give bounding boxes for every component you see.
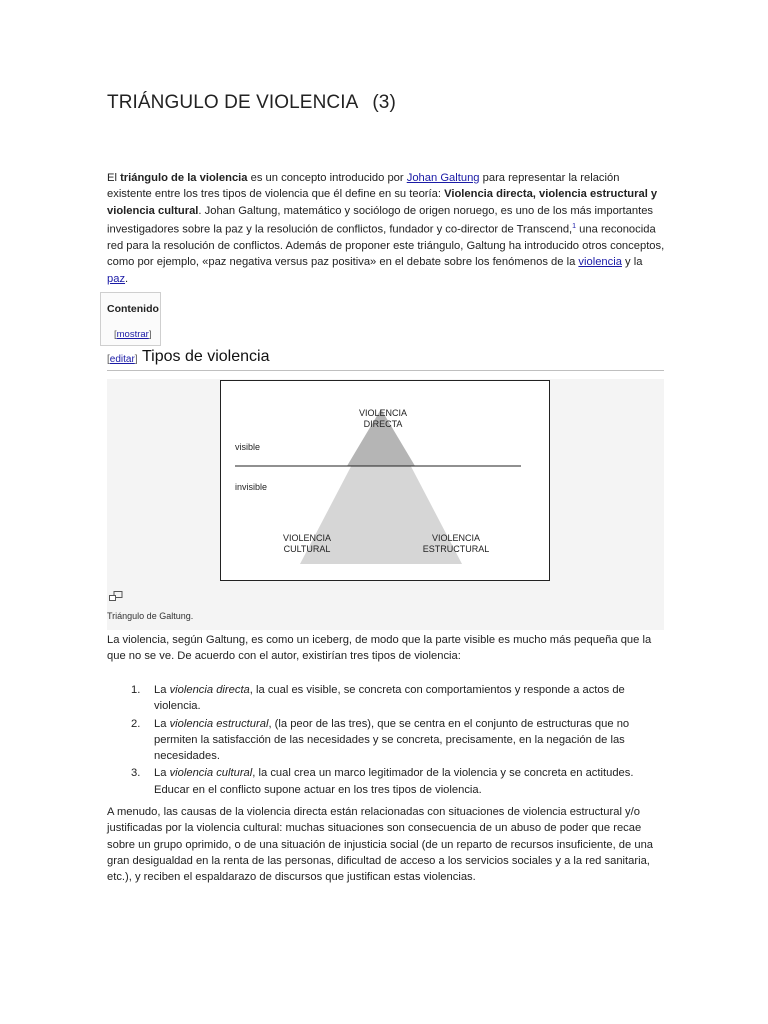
label-violencia-directa xyxy=(345,408,421,430)
list-text: La xyxy=(154,684,170,696)
intro-text: es un concepto introducido por xyxy=(247,172,407,184)
label-violencia-estructural xyxy=(416,533,496,555)
toc-toggle xyxy=(114,329,151,340)
list-item xyxy=(127,682,667,715)
label-violencia-cultural xyxy=(269,533,345,555)
intro-paragraph xyxy=(107,170,665,287)
label-line: DIRECTA xyxy=(363,419,403,429)
intro-text: una reconocida red para la resolución de conflictos. Además de proponer este triángulo, Galtung ha introducido otros conceptos, como por ejemplo, «paz negativa versus paz positiva» en el debate sobre los fenómenos de la xyxy=(107,223,665,269)
intro-bold-types: Violencia directa, violencia estructural y violencia cultural xyxy=(107,188,658,217)
list-term: violencia estructural xyxy=(169,717,269,730)
magnify-clip-icon[interactable] xyxy=(109,591,123,601)
toc-bracket: ] xyxy=(148,329,152,340)
figure-caption: Triángulo de Galtung. xyxy=(107,611,194,621)
list-text: , la cual es visible, se concreta con comportamientos y responde a actos de violencia. xyxy=(154,684,625,713)
list-number: 3. xyxy=(131,767,141,780)
list-text: La xyxy=(154,767,170,780)
label-line: CULTURAL xyxy=(283,544,331,554)
toc-bracket: [ xyxy=(114,329,117,340)
label-visible: visible xyxy=(235,442,261,452)
section-title: Tipos de violencia xyxy=(142,348,270,365)
link-paz[interactable]: paz xyxy=(107,272,126,285)
figure-thumbnail xyxy=(107,379,664,630)
intro-bold-term: triángulo de la violencia xyxy=(120,172,248,184)
closing-paragraph: A menudo, las causas de la violencia directa están relacionadas con situaciones de violencia estructural y/o justificadas por la violencia cultural: muchas situaciones son consecuencia de un abuso de poder que recae sobre un grupo oprimido, o de una situación de injusticia social (de un reparto de recursos insuficiente, de una gran desigualdad en la renta de las personas, dificultad de acceso a los servicios sociales y a la red sanitaria, etc.), y reciben el espaldarazo de discursos que justifican estas violencias. xyxy=(107,806,654,884)
list-item xyxy=(127,765,667,798)
list-text: La xyxy=(154,717,170,730)
link-johan-galtung[interactable]: Johan Galtung xyxy=(406,172,480,184)
label-invisible: invisible xyxy=(235,482,268,492)
intro-text: . Johan Galtung, matemático y sociólogo de origen noruego, es uno de los más importantes investigadores sobre la paz y la resolución de conflictos, fundador y co-director de Transcend, xyxy=(107,204,654,236)
edit-bracket: [ xyxy=(107,354,110,365)
list-text: , (la peor de las tres), que se centra en el conjunto de estructuras que no permiten la satisfacción de las necesidades y se concreta, precisamente, en la negación de las necesidades. xyxy=(154,717,630,763)
list-text: , la cual crea un marco legitimador de la violencia y se concreta en actitudes. Educar en el conflicto supone actuar en los tres tipos de violencia. xyxy=(154,767,634,796)
toc-show-link[interactable]: mostrar xyxy=(116,329,149,340)
page-title xyxy=(107,92,396,114)
page-title-text: TRIÁNGULO DE VIOLENCIA xyxy=(107,92,359,113)
label-line: VIOLENCIA xyxy=(282,533,331,543)
intro-text: . xyxy=(125,272,129,285)
list-number: 1. xyxy=(131,684,141,696)
toc-title: Contenido xyxy=(107,303,159,315)
edit-bracket: ] xyxy=(134,354,138,365)
galtung-triangle-diagram[interactable] xyxy=(220,380,550,581)
page-count: (3) xyxy=(372,92,396,113)
intro-text: El xyxy=(107,172,121,184)
intro-text: y la xyxy=(621,256,643,269)
iceberg-paragraph: La violencia, según Galtung, es como un iceberg, de modo que la parte visible es mucho más pequeña que la que no se ve. De acuerdo con el autor, existirían tres tipos de violencia: xyxy=(107,634,652,663)
intro-text: para representar la relación existente entre los tres tipos de violencia que él define en su teoría: xyxy=(107,172,620,201)
label-line: VIOLENCIA xyxy=(431,533,480,543)
table-of-contents xyxy=(100,292,161,346)
list-term: violencia cultural xyxy=(169,767,253,780)
section-edit xyxy=(107,354,138,365)
edit-section-link[interactable]: editar xyxy=(109,354,135,365)
label-line: ESTRUCTURAL xyxy=(422,544,490,554)
link-violencia[interactable]: violencia xyxy=(578,256,622,269)
list-item xyxy=(127,716,667,765)
reference-link[interactable]: 1 xyxy=(572,222,577,230)
violence-types-list xyxy=(127,682,667,799)
section-heading xyxy=(107,348,664,371)
list-term: violencia directa xyxy=(169,684,250,696)
label-line: VIOLENCIA xyxy=(358,408,407,418)
list-number: 2. xyxy=(131,717,141,730)
